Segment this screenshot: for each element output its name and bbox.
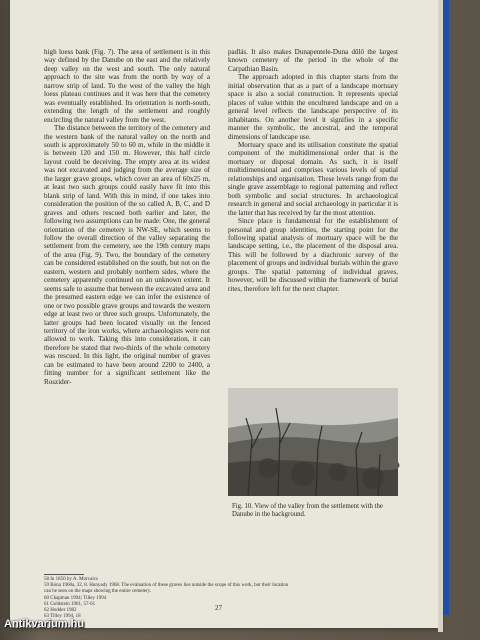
left-text-column (44, 48, 210, 386)
valley-photo-image (228, 388, 398, 496)
right-text-column (228, 48, 398, 293)
footnote: 63 Tilley 1994, 18 (44, 614, 81, 620)
paragraph: Since place is fundamental for the establishment of personal and group identities, the starting point for the following spatial analysis of mortuary space will be the landscape setting, i.e., the placement of the disposal area. This will be followed by a diachronic survey of the placement of groups and individual burials within the grave groups. The spatial patterning of individual graves, however, will be discussed within the framework of burial rites, therefore left for the next chapter. (228, 217, 398, 293)
footnote: 58 In 1850 by A. Morvaics (44, 577, 98, 582)
footnote: 60 Chapman 1994; Tilley 1994 (44, 595, 107, 601)
valley-photograph (228, 388, 398, 496)
footnote: 61 Goldstein 1981, 57-61 (44, 601, 96, 607)
footnote: 62 Hodder 1982 (44, 608, 77, 614)
footnote-divider (44, 574, 84, 575)
watermark: Antikvarium.hu (4, 618, 85, 630)
footnote: 59 Bóna 1960a, 32, 8. Hunyady 1968. The evaluation of these graves lies outside the scope of this work, but their location (44, 583, 289, 589)
paragraph: high loess bank (Fig. 7). The area of settlement is in this way defined by the Danube on the east and the relatively deep valley on the west and south. The only natural approach to the site was from the north by way of a narrow strip of land. To the west of the valley the high loess plateau continues and it was here that the cemetery was eventually established. Its orientation is north-south, extending the length of the settlement and roughly encircling the natural valley from the west. (44, 48, 210, 124)
paragraph: The approach adopted in this chapter starts from the initial observation that as a part of a landscape mortuary space is also a social construction. It represents special places of value within the encultured landscape and on a general level reflects the landscape perspective of its inhabitants. On another level it signifies in a specific manner the symbolic, the ancestral, and the temporal dimensions of landscape use. (228, 73, 398, 141)
paragraph: Mortuary space and its utilisation constitute the spatial component of the multidimensional order that is the mortuary or disposal domain. As such, it is itself multidimensional and comprises various levels of spatial relationships and organisation. These levels range from the single grave assemblage to regional patterning and reflect both symbolic and social structures. In archaeological research in general and social archaeology in particular it is the latter that has received by far the most attention. (228, 140, 398, 217)
page-number: 27 (215, 604, 222, 612)
blue-cover-edge (443, 0, 449, 615)
book-page (10, 0, 438, 628)
footnote: can be seen on the maps showing the entire cemetery. (44, 589, 152, 595)
figure-caption: Fig. 10. View of the valley from the settlement with the Danube in the background. (232, 503, 383, 518)
paragraph: padlás. It also makes Dunapentele-Duna dűlő the largest known cemetery of the period in the whole of the Carpathian Basin. (228, 48, 398, 73)
paragraph: The distance between the territory of the cemetery and the western bank of the natural valley on the north and south is approximately 50 to 60 m, while in the middle it is between 120 and 150 m. However, this half circle layout could be deceiving. The empty area at its widest was not excavated and judging from the average size of the larger grave groups, which cover an area of 60x25 m, at least two such groups could easily have fit into this blank strip of land. With this in mind, if one takes into consideration the position of the so called A, B, C, and D graves and others rescued both earlier and later, the following two assumptions can be made: One, the general orientation of the cemetery is NW-SE, which seems to follow the overall direction of the valley separating the settlement from the cemetery, see the 19th century maps of the area (Fig. 9). Two, the boundary of the cemetery can be considered established on the south, but not on the eastern, western and probably northern sides, where the cemetery apparently continued on an unknown extent. It seems safe to assume that between the excavated area and the presumed eastern edge we can infer the existence of one or two possible grave groups and towards the western edge at least two or three such groups. Unfortunately, the latter groups had been located visually on the fenced territory of the iron works, where archaeologists were not allowed to work. Taking this into consideration, it can therefore be stated that two-thirds of the whole cemetery was rescued. In this light, the original number of graves can be estimated to have been around 2200 to 2400, a fitting number for a significant settlement like the Roszider- (44, 124, 210, 386)
